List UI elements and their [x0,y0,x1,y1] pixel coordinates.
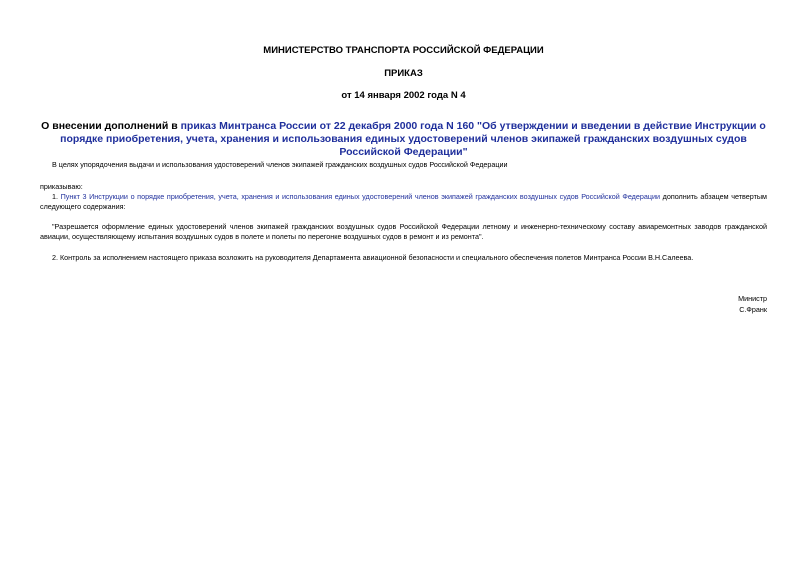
order-word: приказываю: [40,182,83,191]
title-prefix: О внесении дополнений в [41,120,181,132]
signatory-position: Министр [738,294,767,303]
ministry-heading: МИНИСТЕРСТВО ТРАНСПОРТА РОССИЙСКОЙ ФЕДЕРАЦИИ [263,45,544,56]
item-1-suffix: дополнить абзацем четвертым следующего содержания: [40,192,768,211]
item-1-link[interactable]: Пункт 3 Инструкции о порядке приобретения, учета, хранения и использования единых удостоверений членов экипажей гражданских воздушных судов Российской Федерации [60,192,660,201]
purpose-paragraph: В целях упорядочения выдачи и использования удостоверений членов экипажей гражданских воздушных судов Российской Федерации [52,160,508,169]
item-2-paragraph: 2. Контроль за исполнением настоящего приказа возложить на руководителя Департамента авиационной безопасности и специального обеспечения полетов Минтранса России В.Н.Салеева. [52,253,694,262]
title-order-link[interactable]: приказ Минтранса России от 22 декабря 2000 года N 160 "Об утверждении и введении в действие Инструкции о порядке приобретения, учета, хранения и использования единых удостоверений членов экипажей гражданских воздушных судов Российской Федерации" [60,120,766,158]
document-date-number: от 14 января 2002 года N 4 [341,90,466,101]
quote-paragraph: "Разрешается оформление единых удостоверений членов экипажей гражданских воздушных судов Российской Федерации летному и инженерно-техническому составу авиаремонтных заводов гражданской авиации, осуществляющему испытания воздушных судов в полете и полеты по перегонке воздушных судов в ремонт и из ремонта". [40,222,767,241]
item-1-number: 1. [52,192,61,201]
document-title [30,120,777,159]
signature-block [738,293,767,315]
item-1-paragraph [40,192,767,212]
signatory-name: С.Франк [739,305,767,314]
document-type: ПРИКАЗ [384,68,423,79]
